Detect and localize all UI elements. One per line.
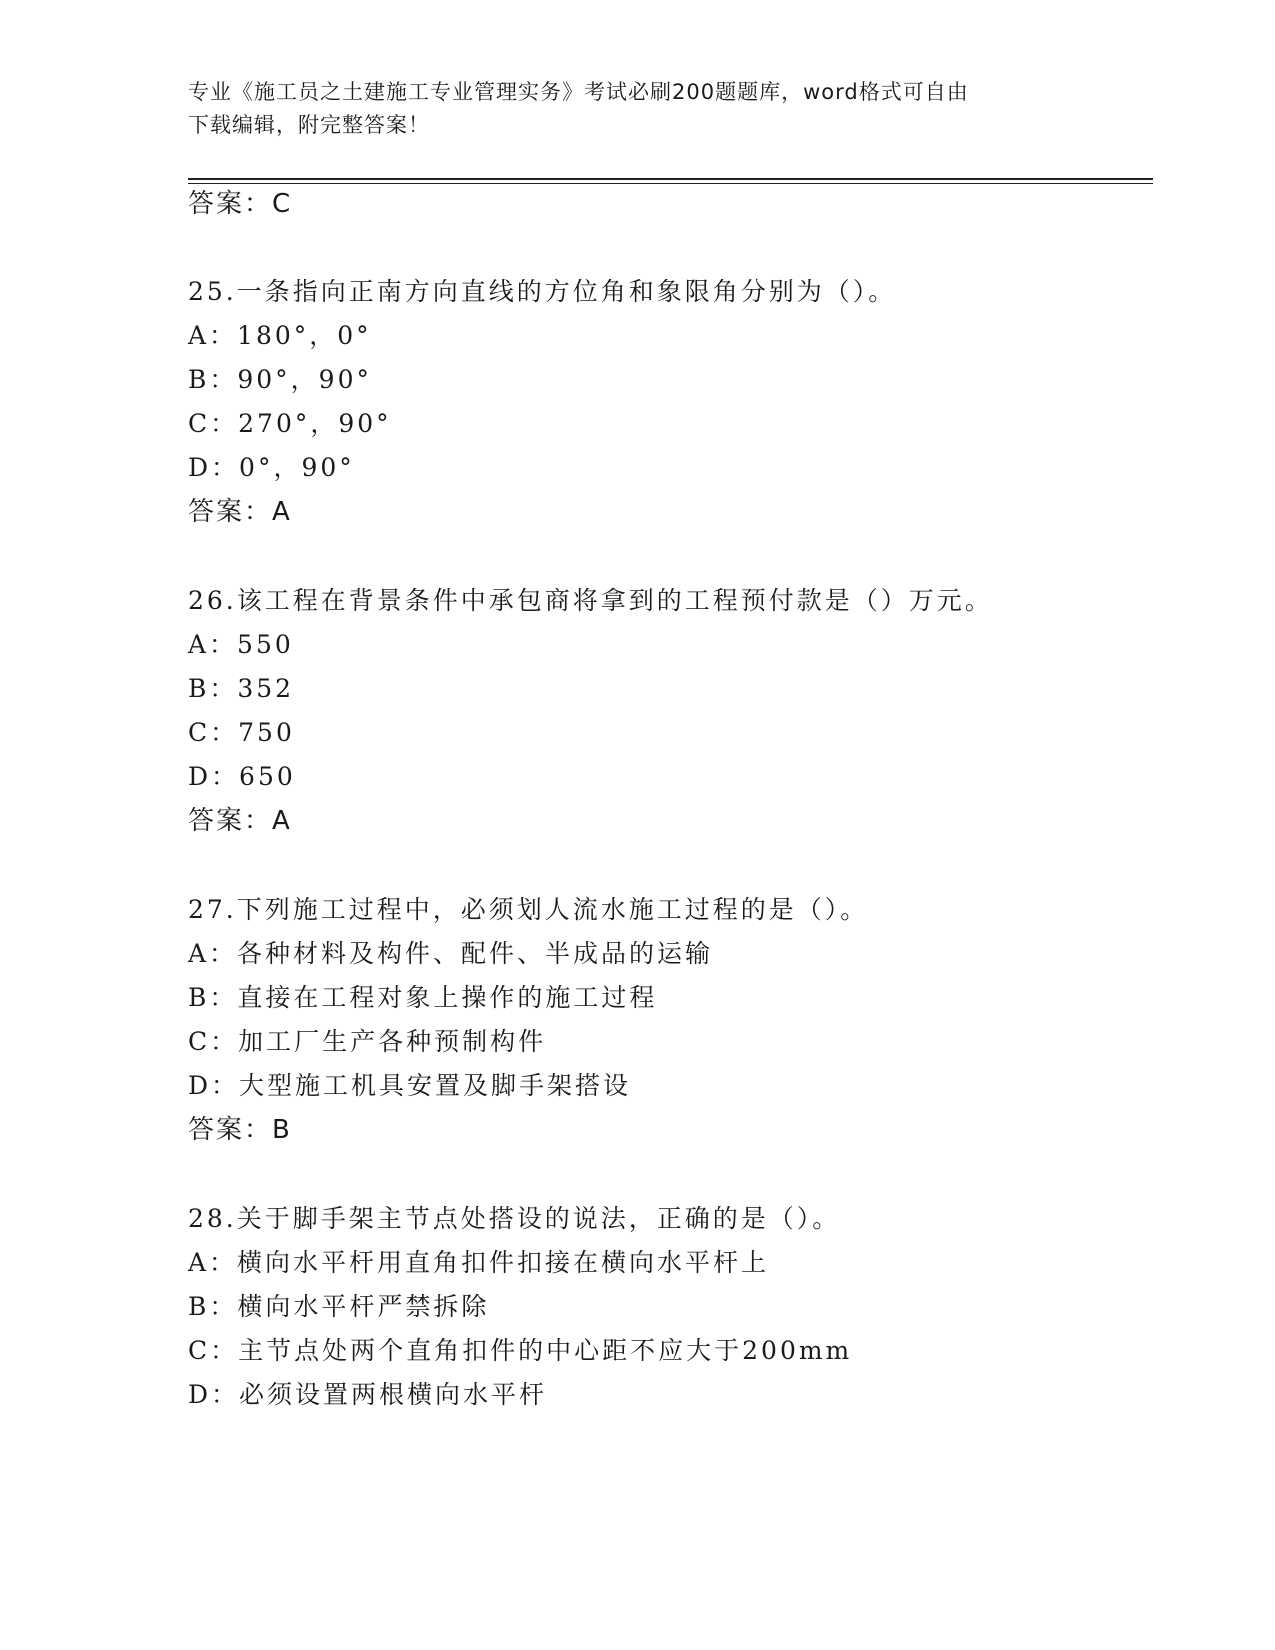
header-rule-thick (188, 178, 1153, 180)
header-line-1: 专业《施工员之土建施工专业管理实务》考试必刷200题题库，word格式可自由 (188, 80, 969, 104)
question-27-option-a: A：各种材料及构件、配件、半成品的运输 (188, 939, 714, 968)
question-25-stem: 25.一条指向正南方向直线的方位角和象限角分别为（）。 (188, 277, 897, 306)
question-28-stem: 28.关于脚手架主节点处搭设的说法，正确的是（）。 (188, 1204, 841, 1233)
question-25-answer: 答案：A (188, 497, 292, 527)
answer-prev: 答案：C (188, 189, 293, 219)
question-27-option-c: C：加工厂生产各种预制构件 (188, 1027, 547, 1056)
question-25-option-a: A：180°，0° (188, 321, 372, 350)
question-25-option-c: C：270°，90° (188, 409, 392, 438)
question-26-option-d: D：650 (188, 762, 296, 791)
question-25-option-d: D：0°，90° (188, 453, 355, 482)
question-28-option-d: D：必须设置两根横向水平杆 (188, 1380, 548, 1409)
question-28-option-c: C：主节点处两个直角扣件的中心距不应大于200mm (188, 1336, 853, 1365)
question-28-option-a: A：横向水平杆用直角扣件扣接在横向水平杆上 (188, 1248, 770, 1277)
question-26-stem: 26.该工程在背景条件中承包商将拿到的工程预付款是（）万元。 (188, 586, 993, 615)
header-line-2: 下载编辑，附完整答案！ (188, 113, 430, 137)
page-header (188, 76, 1068, 142)
question-27-option-d: D：大型施工机具安置及脚手架搭设 (188, 1071, 632, 1100)
question-27-option-b: B：直接在工程对象上操作的施工过程 (188, 983, 658, 1012)
question-26-option-b: B：352 (188, 674, 295, 703)
question-26-option-a: A：550 (188, 630, 294, 659)
question-26-option-c: C：750 (188, 718, 295, 747)
question-25-option-b: B：90°，90° (188, 365, 372, 394)
question-27-answer: 答案：B (188, 1115, 292, 1145)
question-28-option-b: B：横向水平杆严禁拆除 (188, 1292, 490, 1321)
question-26-answer: 答案：A (188, 806, 292, 836)
question-27-stem: 27.下列施工过程中，必须划人流水施工过程的是（）。 (188, 895, 869, 924)
header-rule-thin (188, 183, 1153, 184)
